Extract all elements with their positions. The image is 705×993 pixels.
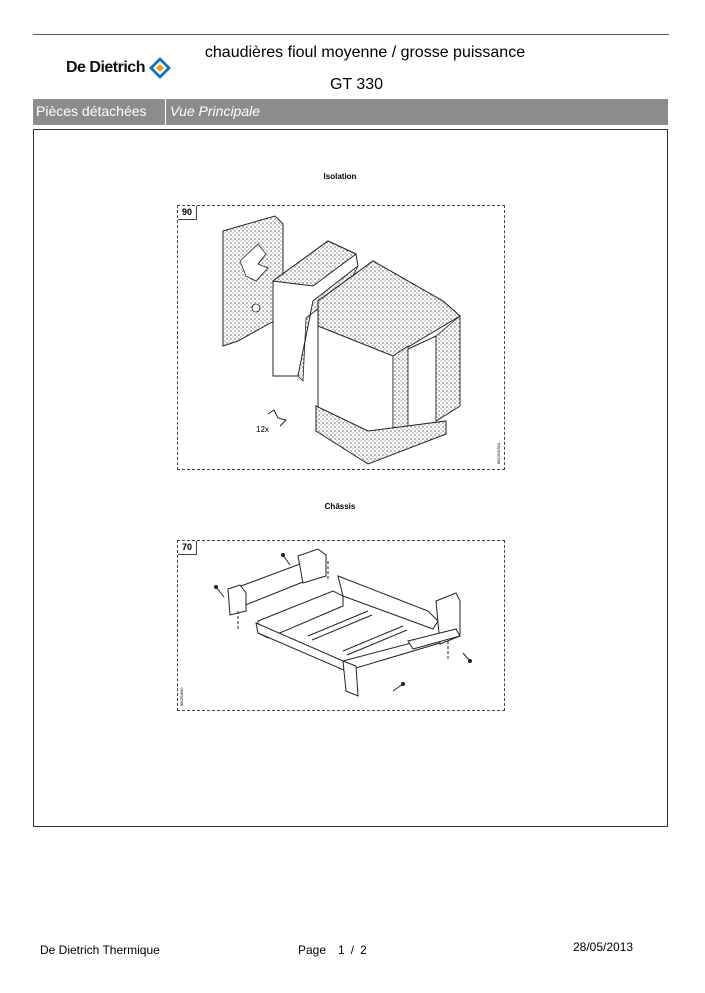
footer-page <box>298 943 367 957</box>
page-current: 1 <box>338 943 345 957</box>
figure-isolation <box>177 205 505 470</box>
clip-quantity: 12x <box>256 425 269 434</box>
figure-ref-isolation: 8813N078A <box>496 442 501 464</box>
figure-title-isolation: Isolation <box>323 172 357 181</box>
brand-name: De Dietrich <box>66 59 145 76</box>
footer-company: De Dietrich Thermique <box>40 943 160 957</box>
chassis-drawing <box>178 541 504 710</box>
document-title: chaudières fioul moyenne / grosse puissance <box>204 44 526 61</box>
header-rule <box>33 34 669 35</box>
page-total: 2 <box>360 943 367 957</box>
section-category: Pièces détachées <box>33 99 166 125</box>
figure-chassis <box>177 540 505 711</box>
diamond-logo-icon <box>148 56 172 80</box>
section-bar <box>33 99 668 125</box>
footer-date: 28/05/2013 <box>573 940 634 954</box>
page-label: Page <box>298 943 327 957</box>
model-name: GT 330 <box>330 76 384 93</box>
figure-number-chassis: 70 <box>178 541 197 555</box>
figure-number-isolation: 90 <box>178 206 197 220</box>
figure-ref-chassis: 8803N800 <box>179 687 184 706</box>
figure-title-chassis: Châssis <box>324 502 356 511</box>
isolation-drawing <box>178 206 504 469</box>
brand-logo <box>66 56 172 80</box>
section-view: Vue Principale <box>170 103 261 119</box>
page-separator: / <box>350 943 355 957</box>
